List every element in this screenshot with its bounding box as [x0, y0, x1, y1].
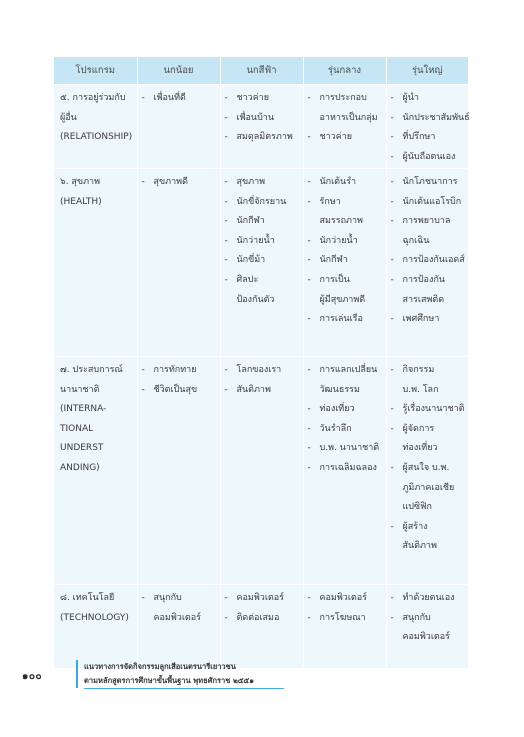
list-item: - การป้องกันเอดส์: [391, 251, 469, 271]
program-line: ๖. สุขภาพ: [60, 177, 100, 187]
activity-cell: [137, 169, 220, 357]
activity-cell: [303, 169, 386, 357]
program-line: (HEALTH): [60, 196, 102, 207]
activity-cell: [220, 357, 303, 585]
activity-list: [225, 89, 303, 148]
activity-list: [225, 173, 303, 310]
program-cell: [54, 585, 137, 669]
list-item: - ชาวค่าย: [225, 89, 303, 109]
list-item: - สุขภาพ: [225, 173, 303, 193]
activity-list: [391, 361, 469, 557]
list-item: - รักษา สมรรถภาพ: [308, 193, 386, 232]
list-item: - บ.พ. นานาชาติ: [308, 439, 386, 459]
list-item: - นักกีฬา: [308, 251, 386, 271]
activity-cell: [137, 85, 220, 169]
footer-subtitle: ตามหลักสูตรการศึกษาขั้นพื้นฐาน พุทธศักราช ๒๕๕๑: [84, 676, 254, 685]
activity-cell: [386, 85, 468, 169]
activity-list: [308, 173, 386, 330]
list-item: - การทักทาย: [142, 361, 220, 381]
list-item: - สันติภาพ: [225, 381, 303, 401]
activity-list: [142, 89, 220, 109]
program-line: ๗. ประสบการณ์: [60, 365, 123, 375]
list-item: - เพื่อนบ้าน: [225, 109, 303, 129]
footer-title: แนวทางการจัดกิจกรรมลูกเสือเนตรนารีเยาวชน: [84, 662, 236, 671]
program-line: ผู้อื่น: [60, 112, 77, 123]
activity-cell: [220, 169, 303, 357]
activity-cell: [386, 357, 468, 585]
list-item: - ชาวค่าย: [308, 128, 386, 148]
list-item: - นักว่ายน้ำ: [225, 232, 303, 252]
list-item: - วันรำลึก: [308, 420, 386, 440]
header-level-3: รุ่นกลาง: [303, 57, 386, 85]
list-item: - ผู้นำ: [391, 89, 469, 109]
list-item: - การโฆษณา: [308, 609, 386, 629]
program-line: นานาชาติ: [60, 384, 100, 395]
list-item: - การป้องกัน สารเสพติด: [391, 271, 469, 310]
list-item: - ชีวิตเป็นสุข: [142, 381, 220, 401]
activity-cell: [137, 585, 220, 669]
list-item: - นักว่ายน้ำ: [308, 232, 386, 252]
activity-cell: [303, 585, 386, 669]
list-item: - ที่ปรึกษา: [391, 128, 469, 148]
list-item: - นักเต้นแอโรบิก: [391, 193, 469, 213]
list-item: - ทำด้วยตนเอง: [391, 589, 469, 609]
program-line: TIONAL: [60, 423, 94, 434]
page-number: ๑๐๐: [22, 671, 43, 682]
table-row: [54, 85, 468, 169]
list-item: - นักเต้นรำ: [308, 173, 386, 193]
list-item: - ผู้จัดการ ท่องเที่ยว: [391, 420, 469, 459]
header-program: โปรแกรม: [54, 57, 137, 85]
list-item: - เพื่อนที่ดี: [142, 89, 220, 109]
list-item: - ติดต่อเสมอ: [225, 609, 303, 629]
header-level-4: รุ่นใหญ่: [386, 57, 468, 85]
activity-table: [54, 57, 468, 669]
activity-list: [308, 89, 386, 148]
list-item: - เพศศึกษา: [391, 310, 469, 330]
list-item: - การเป็น ผู้มีสุขภาพดี: [308, 271, 386, 310]
activity-list: [225, 589, 303, 628]
table-header-row: [54, 57, 468, 85]
activity-cell: [386, 585, 468, 669]
list-item: - คอมพิวเตอร์: [308, 589, 386, 609]
program-line: UNDERST: [60, 443, 104, 454]
footer-accent-bar: [76, 660, 78, 688]
activity-table-container: [54, 57, 468, 669]
header-level-2: นกสีฟ้า: [220, 57, 303, 85]
list-item: - การเฉลิมฉลอง: [308, 459, 386, 479]
activity-list: [142, 589, 220, 628]
program-line: (TECHNOLOGY): [60, 612, 129, 623]
activity-list: [308, 589, 386, 628]
list-item: - นักโภชนาการ: [391, 173, 469, 193]
list-item: - นักขี่จักรยาน: [225, 193, 303, 213]
list-item: - คอมพิวเตอร์: [225, 589, 303, 609]
list-item: - รู้เรื่องนานาชาติ: [391, 400, 469, 420]
program-line: (RELATIONSHIP): [60, 132, 133, 143]
activity-list: [391, 173, 469, 330]
activity-list: [142, 361, 220, 400]
table-row: [54, 585, 468, 669]
activity-cell: [303, 357, 386, 585]
activity-cell: [220, 585, 303, 669]
list-item: - สนุกกับ คอมพิวเตอร์: [391, 609, 469, 648]
list-item: - นักประชาสัมพันธ์: [391, 109, 469, 129]
list-item: - นักกีฬา: [225, 212, 303, 232]
activity-list: [308, 361, 386, 479]
list-item: - ศิลปะ ป้องกันตัว: [225, 271, 303, 310]
program-cell: [54, 357, 137, 585]
list-item: - ผู้สนใจ บ.พ. ภูมิภาคเอเชีย แปซิฟิก: [391, 459, 469, 518]
program-cell: [54, 169, 137, 357]
program-line: ๕. การอยู่ร่วมกับ: [60, 93, 126, 103]
program-line: ๘. เทคโนโลยี: [60, 593, 115, 603]
list-item: - การแลกเปลี่ยน วัฒนธรรม: [308, 361, 386, 400]
activity-cell: [303, 85, 386, 169]
list-item: - การเล่นเรือ: [308, 310, 386, 330]
table-row: [54, 169, 468, 357]
table-row: [54, 357, 468, 585]
list-item: - สุขภาพดี: [142, 173, 220, 193]
activity-list: [225, 361, 303, 400]
activity-list: [391, 589, 469, 648]
header-level-1: นกน้อย: [137, 57, 220, 85]
list-item: - สมดุลมิตรภาพ: [225, 128, 303, 148]
list-item: - นักขี่ม้า: [225, 251, 303, 271]
list-item: - ผู้สร้าง สันติภาพ: [391, 518, 469, 557]
list-item: - ผู้นับถือตนเอง: [391, 148, 469, 168]
list-item: - การพยาบาล ฉุกเฉิน: [391, 212, 469, 251]
footer-rule: [84, 688, 284, 689]
list-item: - โลกของเรา: [225, 361, 303, 381]
list-item: - กิจกรรม บ.พ. โลก: [391, 361, 469, 400]
activity-list: [142, 173, 220, 193]
program-cell: [54, 85, 137, 169]
list-item: - สนุกกับ คอมพิวเตอร์: [142, 589, 220, 628]
program-line: ANDING): [60, 462, 100, 473]
program-line: (INTERNA-: [60, 404, 107, 415]
activity-cell: [386, 169, 468, 357]
list-item: - การประกอบ อาหารเป็นกลุ่ม: [308, 89, 386, 128]
list-item: - ท่องเที่ยว: [308, 400, 386, 420]
activity-cell: [137, 357, 220, 585]
activity-cell: [220, 85, 303, 169]
activity-list: [391, 89, 469, 167]
